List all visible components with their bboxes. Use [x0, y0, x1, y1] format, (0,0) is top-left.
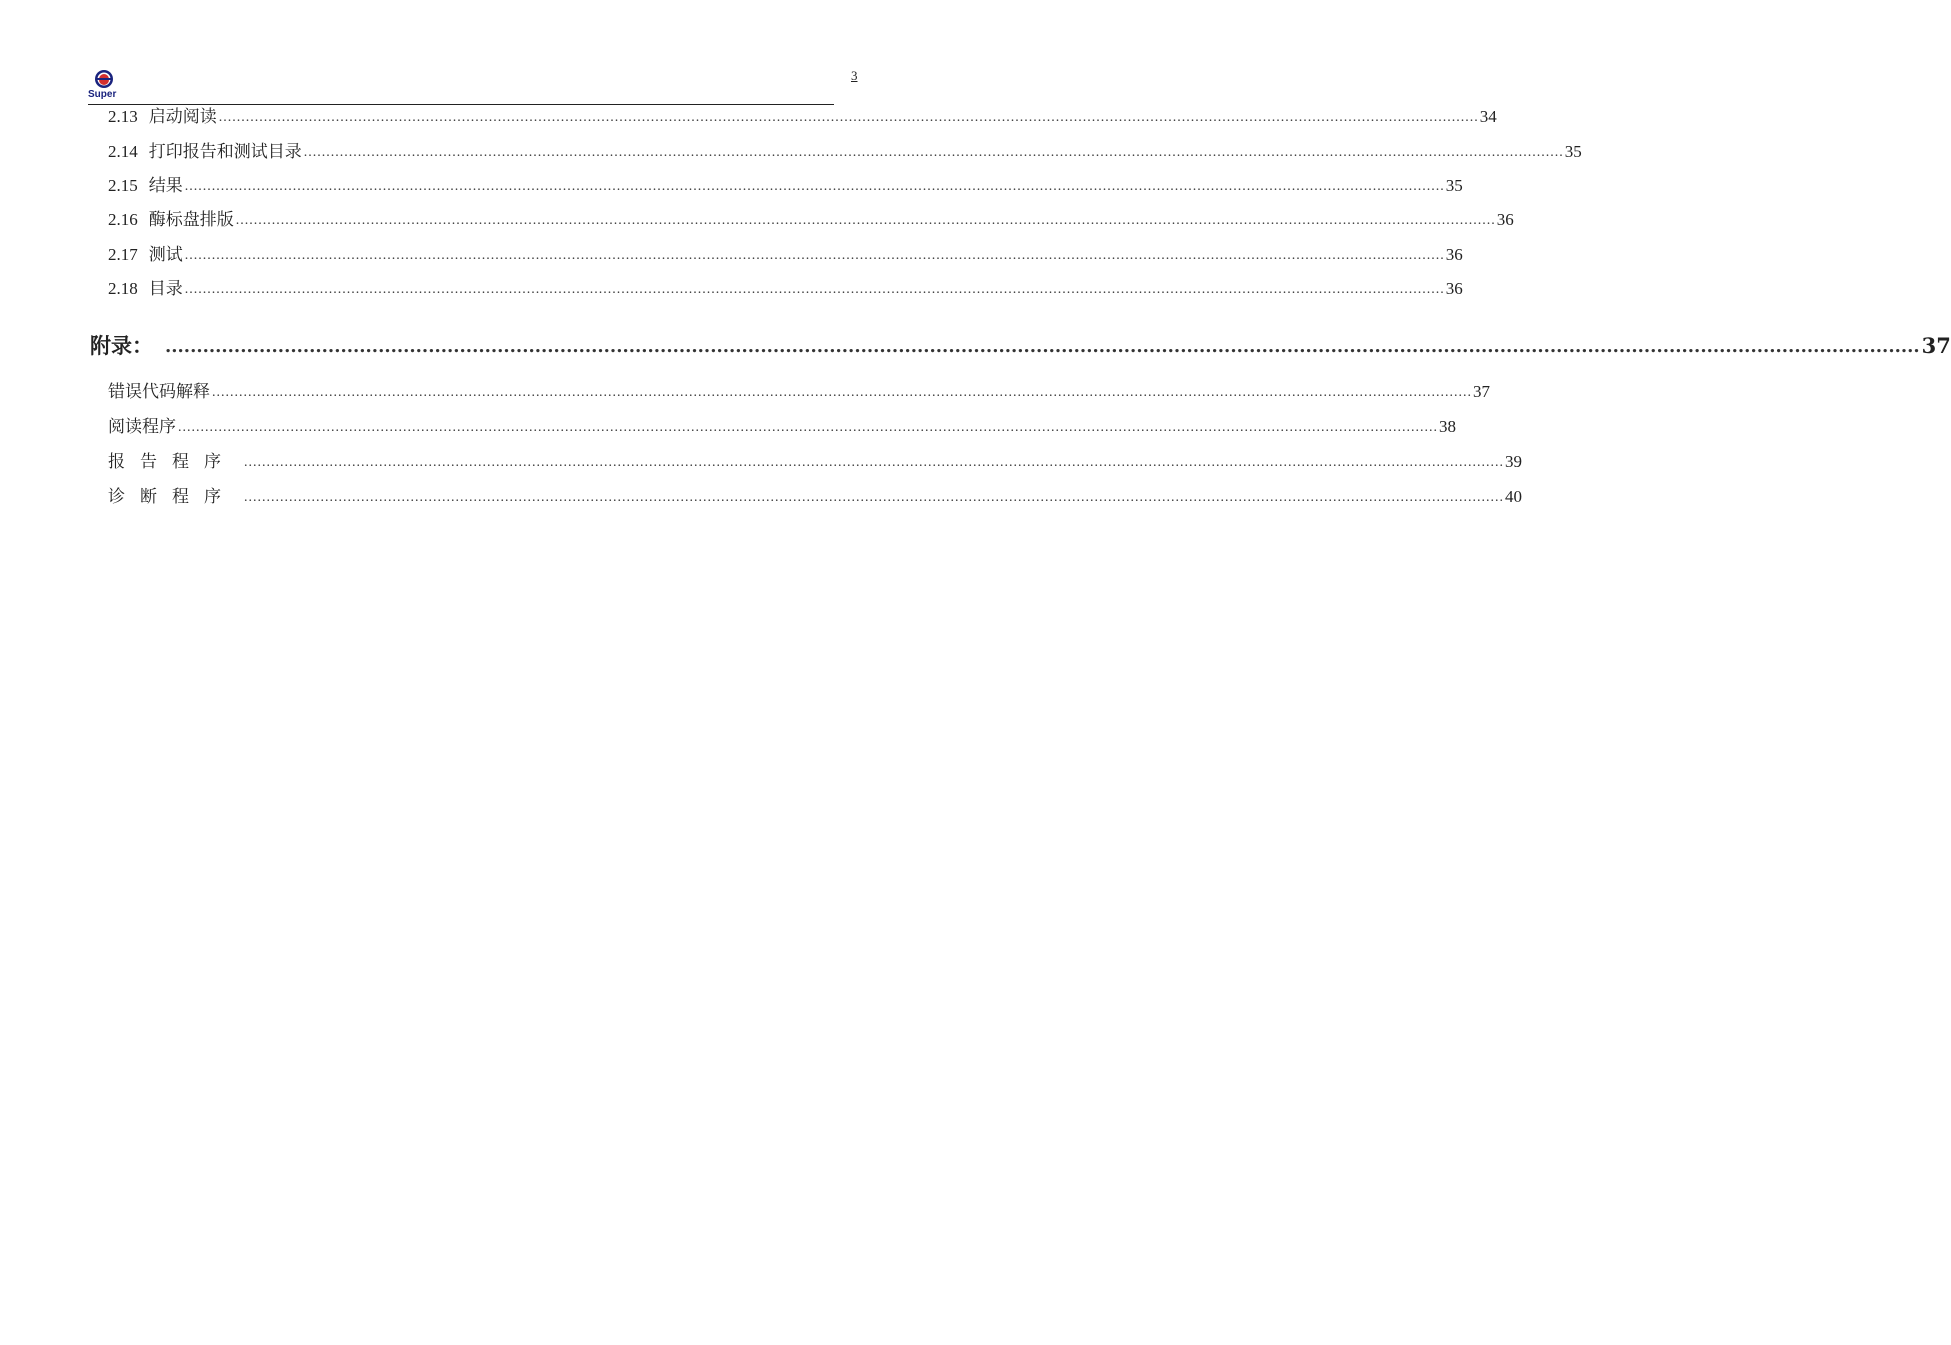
toc-entry-page: 37: [1473, 382, 1490, 401]
toc-entry-label: 阅读程序: [108, 417, 176, 436]
toc-dot-leader: ........................................................................................................................................................................................................................................................................................: [218, 110, 1479, 125]
toc-entry-label: 酶标盘排版: [148, 210, 234, 229]
toc-entry-page: 40: [1505, 487, 1522, 506]
toc-entry-number: 2.14: [108, 142, 138, 161]
toc-entry-page: 39: [1505, 452, 1522, 471]
toc-entry-number: 2.16: [108, 210, 138, 229]
toc-dot-leader: ........................................................................................................................................................................................................................................................................................: [244, 490, 1504, 505]
toc-entry-2-14[interactable]: [108, 141, 1582, 165]
logo-text: Super: [88, 89, 117, 100]
toc-entry-page: 35: [1445, 176, 1463, 195]
toc-appendix-page: 37: [1921, 333, 1951, 358]
toc-entry-page: 36: [1445, 245, 1463, 264]
toc-entry-2-15[interactable]: [108, 175, 1463, 199]
toc-dot-leader: ........................................................................................................................................................................................................................................................................................: [184, 248, 1445, 263]
toc-entry-label: 启动阅读: [148, 107, 217, 126]
toc-dot-leader: ........................................................................................................................................................................................................................................................................................: [165, 336, 1920, 357]
toc-entry-page: 36: [1445, 279, 1463, 298]
toc-entry-error-codes[interactable]: [108, 381, 1490, 405]
toc-entry-label: 报告程序: [108, 452, 236, 471]
toc-entry-appendix[interactable]: [90, 332, 1951, 362]
toc-dot-leader: ........................................................................................................................................................................................................................................................................................: [244, 455, 1504, 470]
toc-dot-leader: ........................................................................................................................................................................................................................................................................................: [235, 213, 1496, 228]
toc-entry-report-program[interactable]: [108, 451, 1522, 475]
toc-dot-leader: ........................................................................................................................................................................................................................................................................................: [178, 420, 1438, 435]
toc-entry-label: 打印报告和测试目录: [148, 142, 302, 161]
toc-entry-label: 错误代码解释: [108, 382, 210, 401]
toc-dot-leader: ........................................................................................................................................................................................................................................................................................: [184, 179, 1445, 194]
toc-dot-leader: ........................................................................................................................................................................................................................................................................................: [212, 385, 1472, 400]
toc-entry-2-18[interactable]: [108, 278, 1463, 302]
toc-entry-diagnostic-program[interactable]: [108, 486, 1522, 510]
toc-entry-page: 34: [1479, 107, 1497, 126]
page-number: 3: [851, 68, 858, 83]
toc-entry-2-16[interactable]: [108, 209, 1514, 233]
toc-entry-page: 38: [1439, 417, 1456, 436]
toc-entry-label: 目录: [148, 279, 183, 298]
toc-entry-number: 2.18: [108, 279, 138, 298]
toc-entry-page: 36: [1496, 210, 1514, 229]
toc-entry-read-program[interactable]: [108, 416, 1456, 440]
toc-entry-label: 结果: [148, 176, 183, 195]
toc-entry-page: 35: [1564, 142, 1582, 161]
toc-entry-label: 诊断程序: [108, 487, 236, 506]
toc-appendix-label: 附录：: [90, 333, 153, 358]
toc-dot-leader: ........................................................................................................................................................................................................................................................................................: [184, 282, 1445, 297]
toc-entry-label: 测试: [148, 245, 183, 264]
toc-entry-number: 2.13: [108, 107, 138, 126]
toc-entry-2-17[interactable]: [108, 244, 1463, 268]
toc-dot-leader: ........................................................................................................................................................................................................................................................................................: [303, 145, 1564, 160]
page-header: [88, 66, 834, 105]
toc-entry-2-13[interactable]: [108, 106, 1497, 130]
toc-entry-number: 2.17: [108, 245, 138, 264]
toc-entry-number: 2.15: [108, 176, 138, 195]
